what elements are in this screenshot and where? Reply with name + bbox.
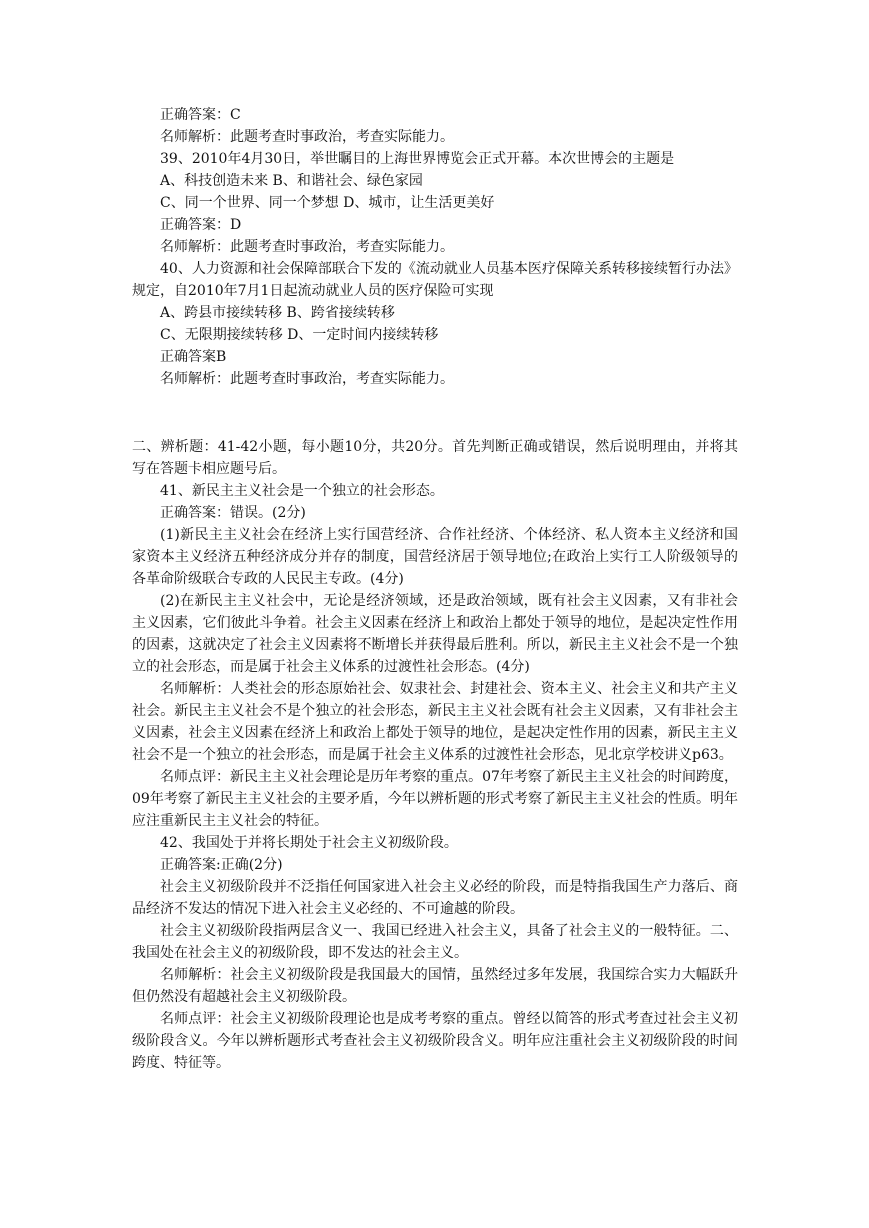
- paragraph: 社会主义初级阶段指两层含义一、我国已经进入社会主义，具备了社会主义的一般特征。二、我国处在社会主义的初级阶段，即不发达的社会主义。: [132, 923, 738, 961]
- paragraph: 二、辨析题：41-42小题，每小题10分，共20分。首先判断正确或错误，然后说明理由，并将其写在答题卡相应题号后。: [132, 439, 738, 477]
- paragraph: 名师解析：此题考查时事政治，考查实际能力。: [160, 371, 454, 387]
- paragraph: 39、2010年4月30日，举世瞩目的上海世界博览会正式开幕。本次世博会的主题是: [160, 151, 675, 167]
- paragraph: 名师解析：社会主义初级阶段是我国最大的国情，虽然经过多年发展，我国综合实力大幅跃升但仍然没有超越社会主义初级阶段。: [132, 967, 738, 1005]
- paragraph: A、跨县市接续转移 B、跨省接续转移: [160, 305, 395, 321]
- paragraph: 41、新民主主义社会是一个独立的社会形态。: [160, 483, 444, 499]
- paragraph: 名师点评：新民主主义社会理论是历年考察的重点。07年考察了新民主主义社会的时间跨度，09年考察了新民主主义社会的主要矛盾，今年以辨析题的形式考察了新民主主义社会的性质。明年应注重新民主主义社会的特征。: [132, 769, 738, 829]
- paragraph: (1)新民主主义社会在经济上实行国营经济、合作社经济、个体经济、私人资本主义经济和国家资本主义经济五种经济成分并存的制度，国营经济居于领导地位;在政治上实行工人阶级领导的各革命阶级联合专政的人民民主专政。(4分): [132, 527, 738, 587]
- paragraph: 40、人力资源和社会保障部联合下发的《流动就业人员基本医疗保障关系转移接续暂行办法》规定，自2010年7月1日起流动就业人员的医疗保险可实现: [132, 261, 738, 299]
- paragraph-spacer: [132, 404, 738, 422]
- document-body: [132, 104, 738, 1074]
- paragraph: (2)在新民主主义社会中，无论是经济领域，还是政治领域，既有社会主义因素，又有非社会主义因素，它们彼此斗争着。社会主义因素在经济上和政治上都处于领导的地位，是起决定性作用的因素，这就决定了社会主义因素将不断增长并获得最后胜利。所以，新民主主义社会不是一个独立的社会形态，而是属于社会主义体系的过渡性社会形态。(4分): [132, 593, 738, 675]
- paragraph: 名师点评：社会主义初级阶段理论也是成考考察的重点。曾经以简答的形式考查过社会主义初级阶段含义。今年以辨析题形式考查社会主义初级阶段含义。明年应注重社会主义初级阶段的时间跨度、特征等。: [132, 1011, 738, 1071]
- paragraph: 名师解析：人类社会的形态原始社会、奴隶社会、封建社会、资本主义、社会主义和共产主义社会。新民主主义社会不是个独立的社会形态，新民主主义社会既有社会主义因素，又有非社会主义因素，社会主义因素在经济上和政治上都处于领导的地位，是起决定性作用的因素，新民主主义社会不是一个独立的社会形态，而是属于社会主义体系的过渡性社会形态，见北京学校讲义p63。: [132, 681, 738, 763]
- paragraph: A、科技创造未来 B、和谐社会、绿色家园: [160, 173, 423, 189]
- paragraph: 名师解析：此题考查时事政治，考查实际能力。: [160, 239, 454, 255]
- paragraph: 正确答案B: [160, 349, 227, 365]
- paragraph: 正确答案：D: [160, 217, 242, 233]
- paragraph: C、同一个世界、同一个梦想 D、城市，让生活更美好: [160, 195, 495, 211]
- paragraph: 正确答案:正确(2分): [160, 857, 283, 873]
- paragraph: 42、我国处于并将长期处于社会主义初级阶段。: [160, 835, 458, 851]
- paragraph: 正确答案：错误。(2分): [160, 505, 306, 521]
- paragraph: 正确答案：C: [160, 107, 241, 123]
- paragraph: 社会主义初级阶段并不泛指任何国家进入社会主义必经的阶段，而是特指我国生产力落后、商品经济不发达的情况下进入社会主义必经的、不可逾越的阶段。: [132, 879, 738, 917]
- paragraph: C、无限期接续转移 D、一定时间内接续转移: [160, 327, 439, 343]
- paragraph: 名师解析：此题考查时事政治，考查实际能力。: [160, 129, 454, 145]
